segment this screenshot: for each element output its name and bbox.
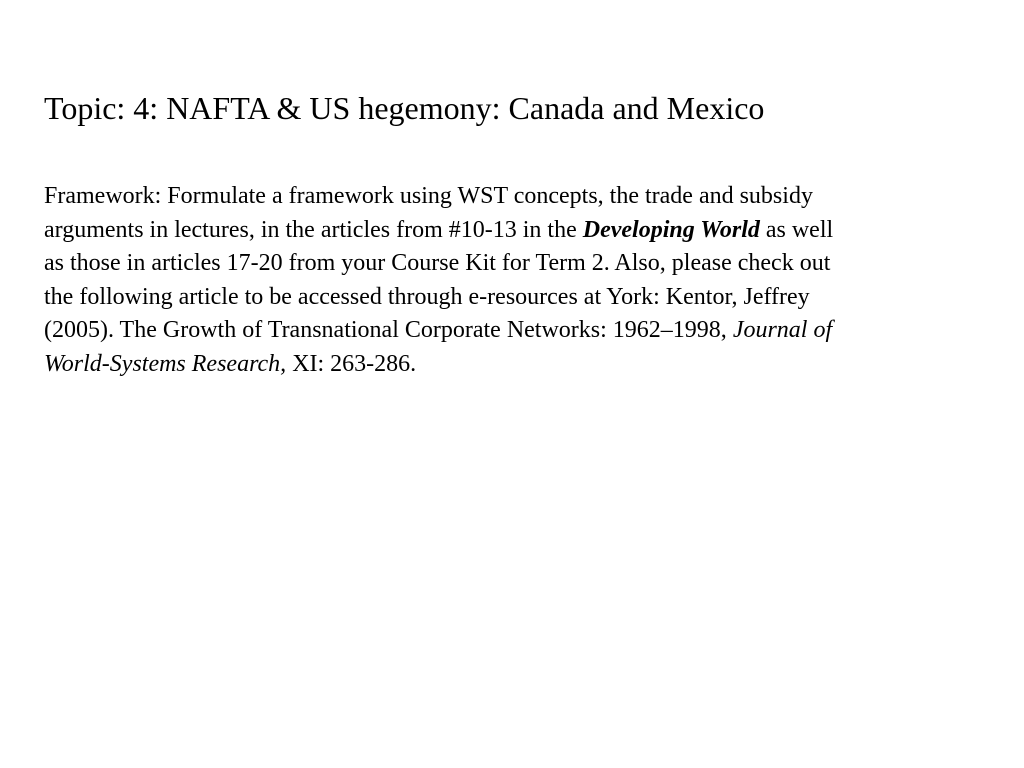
paragraph-line-1: Framework: Formulate a framework using WST concepts, the trade and subsidy [44,183,813,209]
line-2-text-end: as well [759,216,834,243]
citation-volume-pages: XI: 263-286. [286,350,417,377]
line-5-text-start: (2005). The Growth of Transnational Corporate Networks: 1962–1998, [44,317,733,343]
book-title-developing-world: Developing World [582,216,760,243]
paragraph-line-3: as those in articles 17-20 from your Course Kit for Term 2. Also, please check out [44,250,831,276]
paragraph-line-5 [44,314,994,348]
paragraph-line-4: the following article to be accessed through e-resources at York: Kentor, Jeffrey [44,283,810,310]
journal-title-part-1: Journal of [732,317,833,343]
line-2-text-start: arguments in lectures, in the articles from #10-13 in the [44,216,583,243]
paragraph-line-6 [44,348,994,382]
slide-title: Topic: 4: NAFTA & US hegemony: Canada and Mexico [44,90,765,126]
framework-paragraph [44,180,994,381]
paragraph-line-2 [44,214,994,248]
journal-title-part-2: World-Systems Research, [44,350,287,377]
